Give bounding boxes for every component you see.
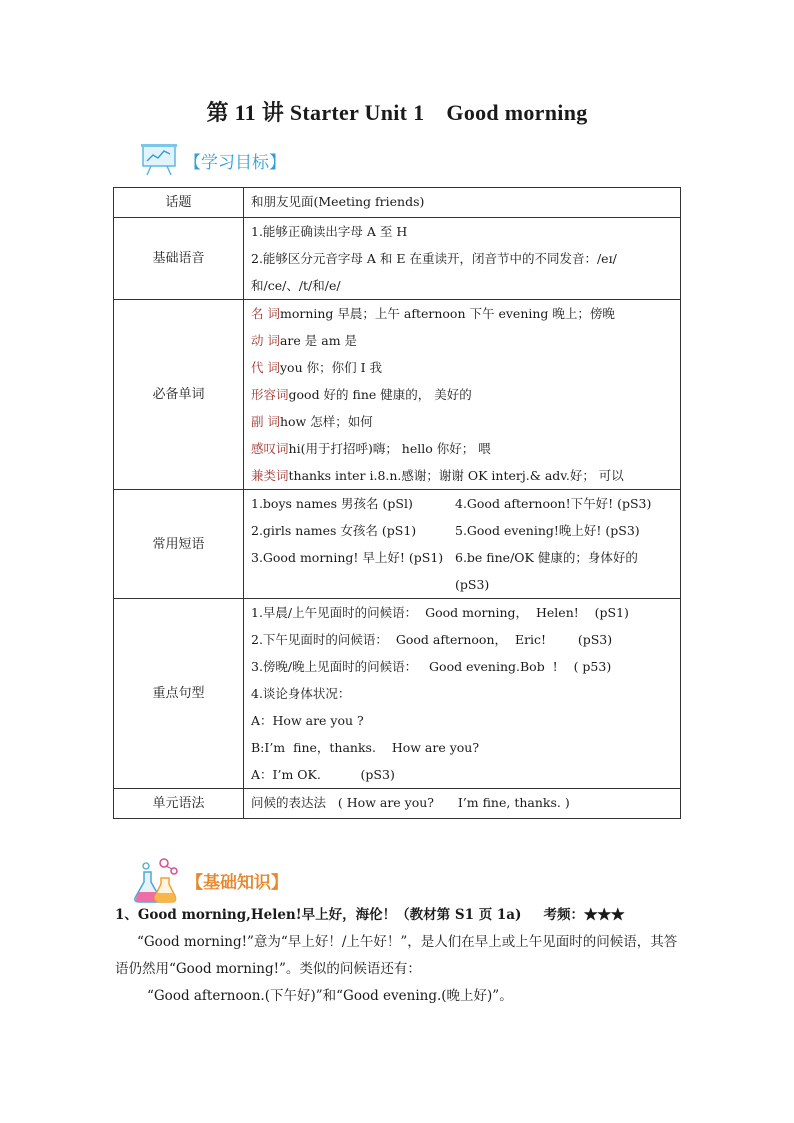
row-key: 基础语音 (114, 218, 244, 300)
phrase-item: 2.girls names 女孩名 (pS1) (251, 523, 417, 538)
row-key: 常用短语 (114, 490, 244, 599)
objectives-table (113, 187, 681, 819)
phrase-item: 4.Good afternoon!下午好! (pS3) (455, 496, 652, 511)
row-value (244, 789, 681, 819)
sentence-line: 4.谈论身体状况： (251, 686, 351, 701)
vocab-line (251, 381, 674, 408)
frequency-rating: 考频：★★★ (543, 907, 625, 923)
pos-label: 感叹词 (251, 441, 289, 456)
title-part2: Good morning (446, 100, 588, 125)
row-key: 重点句型 (114, 599, 244, 789)
table-row-topic (114, 188, 681, 218)
phrase-grid (251, 490, 674, 598)
sentence-line: B:I’m fine，thanks. How are you? (251, 740, 480, 755)
row-value (244, 188, 681, 218)
phrase-item: 6.be fine/OK 健康的；身体好的 (pS3) (455, 550, 638, 592)
section-objectives-header (140, 142, 286, 178)
knowledge-item-heading (115, 902, 687, 929)
vocab-text: thanks inter i.8.n.感谢；谢谢 OK interj.& adv.好； 可以 (288, 468, 624, 483)
sentence-line: A：I’m OK. (pS3) (251, 767, 395, 782)
topic-line: 和朋友见面(Meeting friends) (251, 194, 425, 209)
pos-label: 形容词 (251, 387, 289, 402)
pos-label: 代 词 (251, 360, 280, 375)
phonics-line: 2.能够区分元音字母 A 和 E 在重读开，闭音节中的不同发音：/eɪ/和/ce/、/t/和/e/ (251, 251, 617, 293)
vocab-text: morning 早晨；上午 afternoon 下午 evening 晚上；傍晚 (279, 306, 615, 321)
vocab-text: how 怎样；如何 (279, 414, 373, 429)
sentence-line: 3.傍晚/晚上见面时的问候语： Good evening.Bob ! ( p53) (251, 659, 612, 674)
phrase-item: 1.boys names 男孩名 (pSl) (251, 496, 413, 511)
table-row-vocabulary (114, 300, 681, 490)
vocab-text: good 好的 fine 健康的， 美好的 (288, 387, 472, 402)
table-row-phrases (114, 490, 681, 599)
row-key: 话题 (114, 188, 244, 218)
title-part1: 第 11 讲 Starter Unit 1 (206, 100, 425, 125)
item-heading-text: 1、Good morning,Helen!早上好，海伦！（教材第 S1 页 1a) (115, 907, 522, 923)
science-flask-icon (130, 856, 182, 904)
phrase-item: 5.Good evening!晚上好! (pS3) (455, 523, 640, 538)
vocab-line (251, 435, 674, 462)
vocab-text: hi(用于打招呼)嗨； hello 你好； 喂 (288, 441, 491, 456)
phonics-line: 1.能够正确读出字母 A 至 H (251, 224, 408, 239)
phrase-item: 3.Good morning! 早上好! (pS1) (251, 550, 444, 565)
vocab-line (251, 354, 674, 381)
row-value (244, 490, 681, 599)
sentence-line: A：How are you ? (251, 713, 364, 728)
row-value (244, 218, 681, 300)
section-knowledge-label: 【基础知识】 (186, 872, 288, 893)
pos-label: 动 词 (251, 333, 280, 348)
pos-label: 名 词 (251, 306, 280, 321)
row-value (244, 300, 681, 490)
vocab-line (251, 408, 674, 435)
row-key: 单元语法 (114, 789, 244, 819)
row-value (244, 599, 681, 789)
row-key: 必备单词 (114, 300, 244, 490)
vocab-text: are 是 am 是 (279, 333, 358, 348)
pos-label: 副 词 (251, 414, 280, 429)
sentence-line: 2.下午见面时的问候语： Good afternoon， Eric! (pS3) (251, 632, 613, 647)
vocab-line (251, 300, 674, 327)
table-row-phonics (114, 218, 681, 300)
section-knowledge-header (130, 855, 288, 905)
presentation-board-icon (140, 143, 180, 177)
grammar-line: 问候的表达法 ( How are you? I’m fine, thanks. ) (251, 795, 570, 810)
table-row-grammar (114, 789, 681, 819)
section-objectives-label: 【学习目标】 (184, 152, 286, 173)
table-row-sentences (114, 599, 681, 789)
vocab-line (251, 462, 674, 489)
pos-label: 兼类词 (251, 468, 289, 483)
knowledge-item-paragraph: “Good morning!”意为“早上好！/上午好！”，是人们在早上或上午见面时的问候语，其答语仍然用“Good morning!”。类似的问候语还有： (115, 934, 678, 977)
page-title (0, 96, 794, 127)
vocab-text: you 你；你们 I 我 (279, 360, 382, 375)
knowledge-item-examples: “Good afternoon.(下午好)”和“Good evening.(晚上好)”。 (147, 988, 513, 1004)
sentence-line: 1.早晨/上午见面时的问候语： Good morning， Helen! (pS1) (251, 605, 629, 620)
vocab-line (251, 327, 674, 354)
